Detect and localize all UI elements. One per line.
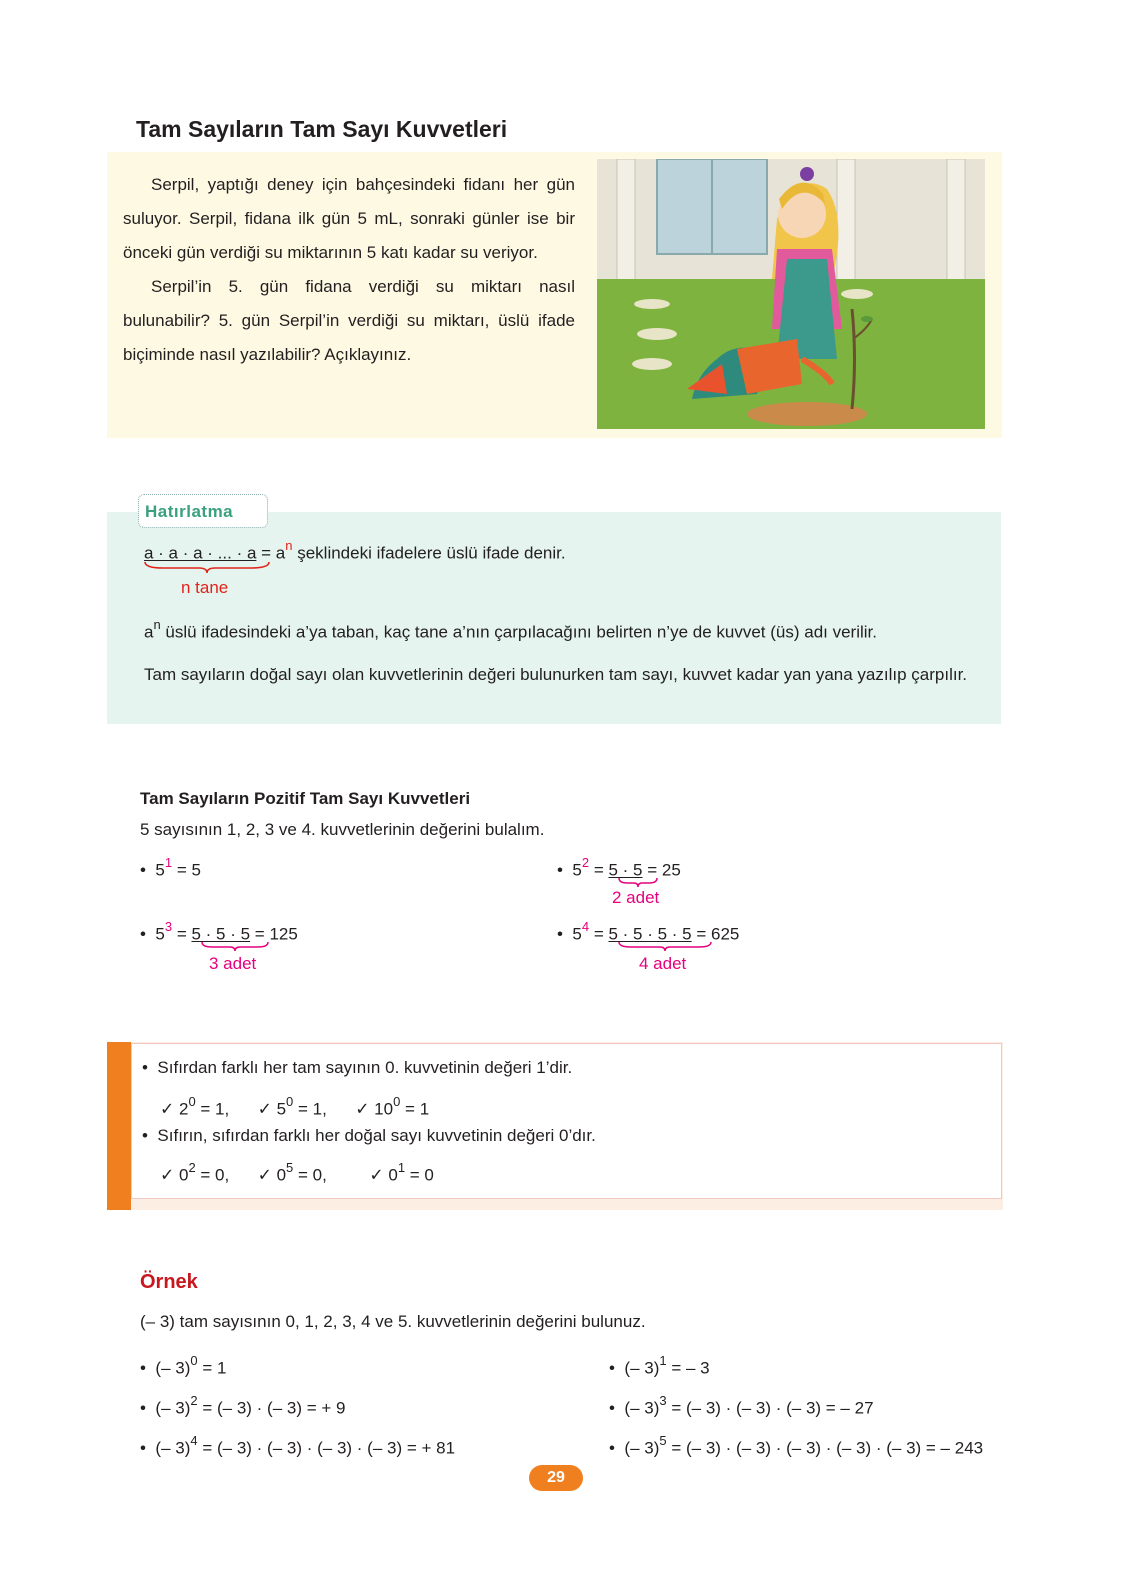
brace-2-adet — [617, 876, 659, 888]
power-item-5-3: • $5^3 = 5 \cdot 5 \cdot 5 = 125$ — [140, 919, 298, 944]
example-item-5: • (– 3)$^5$ = (– 3) · (– 3) · (– 3) · (– 3) · (– 3) = – 243 — [609, 1433, 984, 1458]
example-item-4: • (– 3)$^4$ = (– 3) · (– 3) · (– 3) · (– 3) = + 81 — [140, 1433, 456, 1458]
example-item-2: • (– 3)$^2$ = (– 3) · (– 3) = + 9 — [140, 1393, 346, 1418]
check-icon: ✓ — [355, 1099, 370, 1119]
intro-paragraph-1: Serpil, yaptığı deney için bahçesindeki fidanı her gün suluyor. Serpil, fidana ilk gün 5 mL, sonraki günler ise bir önceki gün verdiği su miktarının 5 katı kadar su veriyor. — [123, 175, 575, 262]
reminder-tag: Hatırlatma — [138, 494, 268, 528]
positive-powers-intro: 5 sayısının 1, 2, 3 ve 4. kuvvetlerinin değerini bulalım. — [140, 820, 545, 839]
reminder-line-2 — [144, 619, 877, 643]
note-examples-1: ✓ $2^0 = 1$, ✓ $5^0 = 1$, ✓ $10^0 = 1$ — [160, 1094, 430, 1119]
formula-eq: = a — [256, 543, 286, 563]
brace-3-adet — [200, 940, 270, 952]
girl-watering-plant-illustration — [597, 159, 985, 429]
power-item-5-1: • $5^1 = 5$ — [140, 855, 201, 880]
page-number: 29 — [529, 1465, 583, 1491]
check-icon: ✓ — [257, 1165, 272, 1185]
note-accent-bar — [107, 1042, 131, 1210]
power-item-5-2: • $5^2 = 5 \cdot 5 = 25$ — [557, 855, 681, 880]
power-item-5-4: • $5^4 = 5 \cdot 5 \cdot 5 \cdot 5 = 625$ — [557, 919, 740, 944]
note-rule-1: • Sıfırdan farklı her tam sayının 0. kuvvetinin değeri 1’dir. — [142, 1058, 573, 1077]
example-item-3: • (– 3)$^3$ = (– 3) · (– 3) · (– 3) = – 27 — [609, 1393, 874, 1418]
intro-text — [123, 168, 575, 372]
line2-rest: üslü ifadesindeki a’ya taban, kaç tane a’nın çarpılacağını belirten n’ye de kuvvet (üs) adı verilir. — [160, 622, 877, 642]
note-examples-2: ✓ $0^2 = 0$, ✓ $0^5 = 0$, ✓ $0^1 = 0$ — [160, 1160, 434, 1185]
check-icon: ✓ — [160, 1099, 175, 1119]
n-tane-label: n tane — [181, 578, 229, 597]
example-item-1: • (– 3)$^1$ = – 3 — [609, 1353, 710, 1378]
intro-paragraph-2: Serpil’in 5. gün fidana verdiği su miktarı nasıl bulunabilir? 5. gün Serpil’in verdiği su miktarı, üslü ifade biçiminde nasıl yazılabilir? Açıklayınız. — [123, 277, 575, 364]
page-title: Tam Sayıların Tam Sayı Kuvvetleri — [136, 116, 508, 142]
check-icon: ✓ — [160, 1165, 175, 1185]
formula-lhs: a · a · a · ... · a — [144, 543, 257, 563]
check-icon: ✓ — [369, 1165, 384, 1185]
formula-exponent: n — [285, 538, 293, 553]
example-item-0: • (– 3)$^0$ = 1 — [140, 1353, 227, 1378]
note-rule-2: • Sıfırın, sıfırdan farklı her doğal sayı kuvvetinin değeri 0’dır. — [142, 1126, 596, 1145]
n-tane-brace — [143, 560, 271, 574]
label-2-adet: 2 adet — [612, 888, 660, 907]
line2-exponent: n — [153, 617, 161, 632]
brace-4-adet — [617, 940, 713, 952]
label-4-adet: 4 adet — [639, 954, 687, 973]
positive-powers-title: Tam Sayıların Pozitif Tam Sayı Kuvvetleri — [140, 789, 471, 808]
example-title: Örnek — [140, 1271, 198, 1293]
formula-rest: şeklindeki ifadelere üslü ifade denir. — [292, 543, 566, 563]
reminder-line-3: Tam sayıların doğal sayı olan kuvvetlerinin değeri bulunurken tam sayı, kuvvet kadar yan yana yazılıp çarpılır. — [144, 665, 968, 684]
line2-base: a — [144, 622, 154, 642]
label-3-adet: 3 adet — [209, 954, 257, 973]
check-icon: ✓ — [257, 1099, 272, 1119]
example-question: (– 3) tam sayısının 0, 1, 2, 3, 4 ve 5. kuvvetlerinin değerini bulunuz. — [140, 1312, 646, 1331]
